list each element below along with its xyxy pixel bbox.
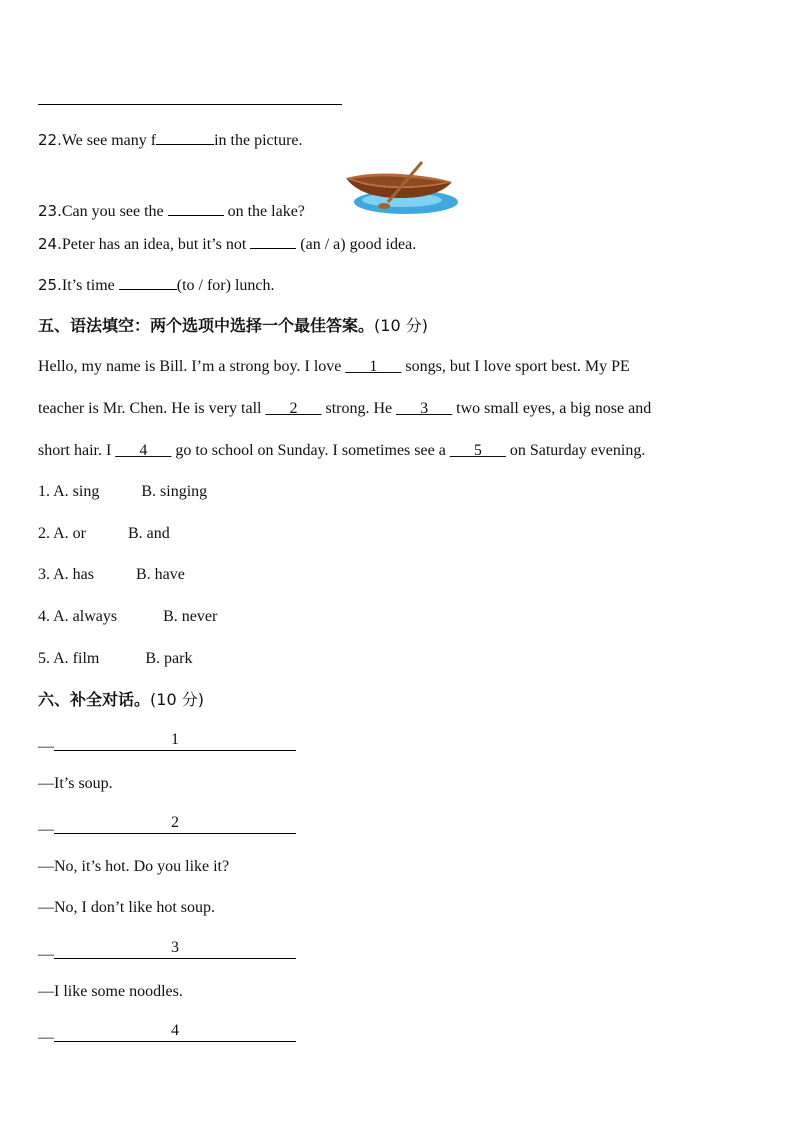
option-b[interactable]: B. singing	[141, 483, 208, 500]
section-title: 五、语法填空：两个选项中选择一个最佳答案。	[38, 316, 375, 335]
option-row	[38, 565, 185, 585]
dialogue-blank[interactable]	[54, 940, 296, 959]
option-b[interactable]: B. park	[145, 650, 193, 667]
passage-line-1	[38, 357, 630, 377]
dialogue-dash: —	[38, 983, 54, 1000]
dialogue-dash: —	[38, 775, 54, 792]
blank-number: 1	[171, 731, 179, 748]
passage-text: strong. He	[321, 400, 397, 417]
option-b[interactable]: B. and	[128, 525, 170, 542]
option-row	[38, 649, 192, 669]
dialogue-dash: —	[38, 858, 54, 875]
option-a[interactable]: 4. A. always	[38, 608, 118, 625]
dialogue-text: No, it’s hot. Do you like it?	[54, 858, 230, 875]
section-score: (10 分)	[150, 690, 204, 709]
dialogue-dash: —	[38, 738, 54, 755]
dialogue-text: I like some noodles.	[54, 983, 183, 1000]
boat-on-lake-image	[340, 158, 460, 218]
option-row	[38, 482, 207, 502]
question-text-after: in the picture.	[214, 132, 303, 149]
question-text-before: We see many f	[61, 132, 157, 149]
dialogue-dash: —	[38, 946, 54, 963]
dialogue-text: No, I don’t like hot soup.	[54, 899, 216, 916]
dialogue-line-7	[38, 982, 183, 1002]
top-rule	[38, 104, 342, 105]
dialogue-line-6	[38, 940, 296, 965]
passage-text: on Saturday evening.	[505, 442, 646, 459]
passage-blank-2[interactable]: ___2___	[265, 400, 322, 417]
dialogue-line-5	[38, 898, 215, 918]
question-number: 24.	[38, 235, 62, 253]
question-text-after: (to / for) lunch.	[176, 277, 275, 294]
passage-text: two small eyes, a big nose and	[452, 400, 652, 417]
question-number: 22.	[38, 131, 62, 149]
option-a[interactable]: 2. A. or	[38, 525, 86, 542]
question-23	[38, 200, 305, 222]
dialogue-line-2	[38, 774, 113, 794]
passage-blank-3[interactable]: ___3___	[396, 400, 453, 417]
dialogue-blank[interactable]	[54, 815, 296, 834]
dialogue-blank[interactable]	[54, 732, 296, 751]
passage-blank-4[interactable]: ___4___	[115, 442, 172, 459]
section-score: (10 分)	[374, 316, 428, 335]
question-text-before: It’s time	[61, 277, 115, 294]
dialogue-dash: —	[38, 899, 54, 916]
answer-blank[interactable]	[250, 233, 296, 249]
dialogue-dash: —	[38, 1029, 54, 1046]
passage-blank-1[interactable]: ___1___	[345, 358, 402, 375]
option-b[interactable]: B. never	[163, 608, 218, 625]
passage-text: Hello, my name is Bill. I’m a strong boy. I love	[38, 358, 346, 375]
option-a[interactable]: 3. A. has	[38, 566, 94, 583]
dialogue-line-3	[38, 815, 296, 840]
option-b[interactable]: B. have	[136, 566, 185, 583]
option-a[interactable]: 1. A. sing	[38, 483, 100, 500]
question-24	[38, 233, 416, 255]
question-text-after: (an / a) good idea.	[300, 236, 417, 253]
dialogue-line-1	[38, 732, 296, 757]
passage-text: go to school on Sunday. I sometimes see a	[171, 442, 450, 459]
passage-text: teacher is Mr. Chen. He is very tall	[38, 400, 266, 417]
passage-text: songs, but I love sport best. My PE	[401, 358, 630, 375]
passage-blank-5[interactable]: ___5___	[449, 442, 506, 459]
section-title: 六、补全对话。	[38, 690, 151, 709]
option-row	[38, 524, 170, 544]
question-number: 25.	[38, 276, 62, 294]
dialogue-text: It’s soup.	[54, 775, 113, 792]
answer-blank[interactable]	[119, 274, 177, 290]
question-text-before: Peter has an idea, but it’s not	[61, 236, 247, 253]
option-row	[38, 607, 217, 627]
dialogue-line-4	[38, 857, 229, 877]
blank-number: 2	[171, 814, 179, 831]
section-5-heading	[38, 316, 428, 336]
passage-line-3	[38, 441, 645, 461]
question-22	[38, 129, 303, 151]
dialogue-line-8	[38, 1023, 296, 1048]
option-a[interactable]: 5. A. film	[38, 650, 100, 667]
answer-blank[interactable]	[156, 129, 214, 145]
passage-line-2	[38, 399, 651, 419]
dialogue-dash: —	[38, 821, 54, 838]
dialogue-blank[interactable]	[54, 1023, 296, 1042]
blank-number: 3	[171, 939, 179, 956]
question-number: 23.	[38, 202, 62, 220]
question-25	[38, 274, 275, 296]
section-6-heading	[38, 690, 204, 710]
blank-number: 4	[171, 1022, 179, 1039]
passage-text: short hair. I	[38, 442, 116, 459]
question-text-before: Can you see the	[61, 203, 164, 220]
question-text-after: on the lake?	[227, 203, 305, 220]
answer-blank[interactable]	[168, 200, 224, 216]
